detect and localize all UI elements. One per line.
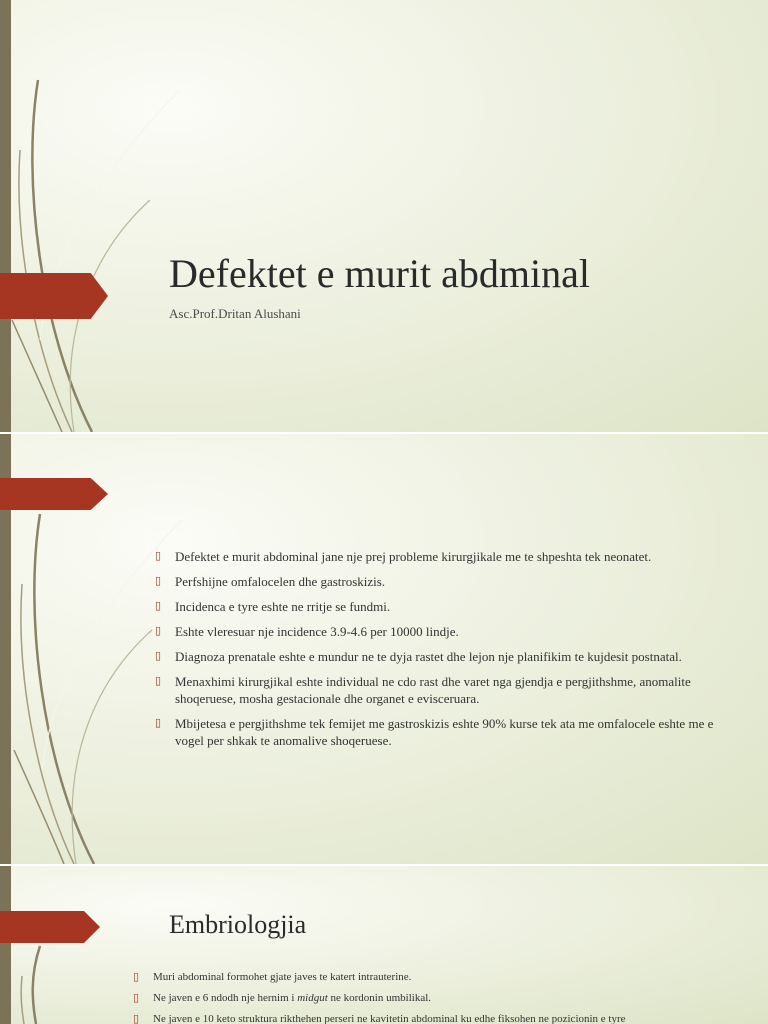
list-item: ▯ Incidenca e tyre eshte ne rritje se fundmi. [155,599,391,614]
emphasis-text: midgut [297,992,328,1004]
slide-title: Defektet e murit abdminal [169,251,590,296]
bullet-icon: ▯ [155,600,162,612]
list-item: ▯ Mbijetesa e pergjithshme tek femijet me gastroskizis eshte 90% kurse tek ata me omfalocele eshte me e vogel per shkak te anomalive shoqeruese. [155,716,714,748]
title-slide[interactable] [0,0,768,432]
swoosh-decoration-icon [0,0,200,432]
embryology-slide[interactable] [0,866,768,1024]
bullet-icon: ▯ [133,992,140,1004]
arrow-tab-icon [0,273,108,319]
bullet-icon: ▯ [155,550,162,562]
bullet-icon: ▯ [155,575,162,587]
bullet-icon: ▯ [133,971,140,983]
sidebar-bar [0,0,11,432]
list-item: ▯ Eshte vleresuar nje incidence 3.9-4.6 per 10000 lindje. [155,624,459,639]
bullet-icon: ▯ [155,625,162,637]
bullet-icon: ▯ [155,717,162,729]
bullet-list [133,970,733,1024]
arrow-tab-icon [0,478,108,510]
list-item: ▯ Menaxhimi kirurgjikal eshte individual ne cdo rast dhe varet nga gjendja e pergjithshme, anomalite shoqeruese, mosha gestacionale dhe organet e evisceruara. [155,674,691,706]
list-item: ▯ Diagnoza prenatale eshte e mundur ne te dyja rastet dhe lejon nje planifikim te kujdesit postnatal. [155,649,682,664]
bullet-list [155,548,715,757]
slide-subtitle: Asc.Prof.Dritan Alushani [169,306,301,321]
list-item: ▯ Ne javen e 6 ndodh nje hernim i midgut ne kordonin umbilikal. [133,992,432,1004]
bullet-icon: ▯ [133,1013,140,1024]
bullet-icon: ▯ [155,675,162,687]
slide-heading: Embriologjia [169,910,307,939]
list-item: ▯ Defektet e murit abdominal jane nje prej probleme kirurgjikale me te shpeshta tek neonatet. [155,549,652,564]
sidebar-bar [0,866,11,1024]
list-item: ▯ Ne javen e 10 keto struktura rikthehen perseri ne kavitetin abdominal ku edhe fiksohen ne pozicionin e tyre [133,1013,626,1024]
bullet-icon: ▯ [155,650,162,662]
arrow-tab-icon [0,911,100,943]
list-item: ▯ Perfshijne omfalocelen dhe gastroskizis. [155,574,386,589]
content-slide[interactable] [0,434,768,864]
list-item: ▯ Muri abdominal formohet gjate javes te katert intrauterine. [133,971,412,983]
